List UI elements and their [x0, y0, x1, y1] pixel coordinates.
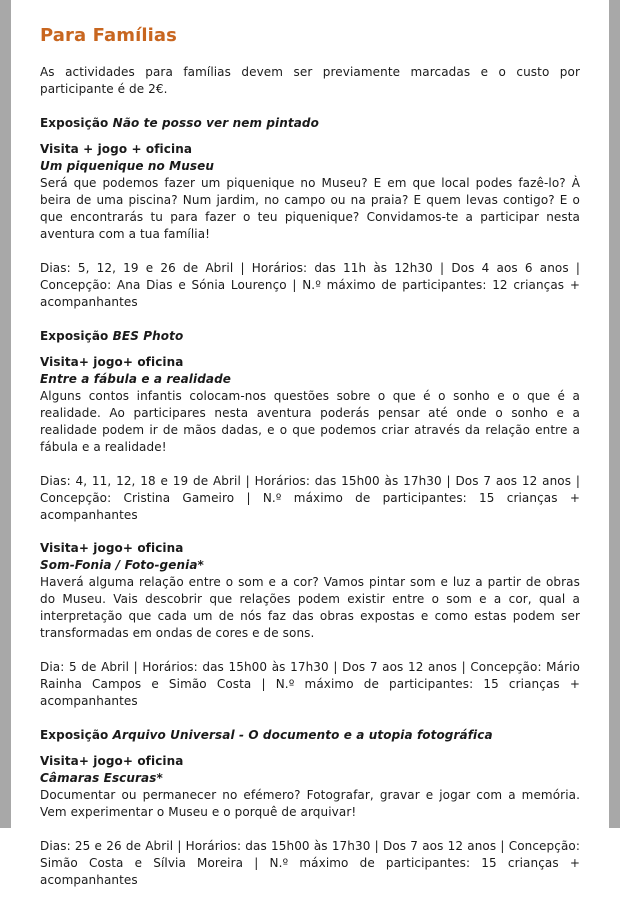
activity	[40, 354, 580, 524]
activity-kind: Visita+ jogo+ oficina	[40, 541, 184, 555]
exhibition-heading	[40, 727, 580, 744]
activity-description: Alguns contos infantis colocam-nos questões sobre o que é o sonho e o que é a realidade. Ao participares nesta aventura poderás pensar até onde o sonho e a realidade podem ir de mãos dadas, e o que podemos criar através da relação entre a fábula e a realidade!	[40, 389, 580, 454]
intro-text: As actividades para famílias devem ser previamente marcadas e o custo por participante é de 2€.	[40, 65, 580, 96]
activity-details: Dia: 5 de Abril | Horários: das 15h00 às 17h30 | Dos 7 aos 12 anos | Concepção: Mário Rainha Campos e Simão Costa | N.º máximo de participantes: 15 crianças + acompanhantes	[40, 660, 580, 708]
activity-kind: Visita+ jogo+ oficina	[40, 355, 184, 369]
document-body	[40, 24, 580, 906]
exhibition-section	[40, 115, 580, 311]
activity	[40, 753, 580, 889]
activity-title: Câmaras Escuras*	[40, 771, 163, 785]
exhibition-heading	[40, 328, 580, 345]
exhibition-prefix: Exposição	[40, 329, 109, 343]
activity-kind: Visita + jogo + oficina	[40, 142, 193, 156]
page-title: Para Famílias	[40, 25, 177, 46]
exhibition-heading	[40, 115, 580, 132]
activity-details: Dias: 25 e 26 de Abril | Horários: das 15h00 às 17h30 | Dos 7 aos 12 anos | Concepção: Simão Costa e Sílvia Moreira | N.º máximo de participantes: 15 crianças + acompanhantes	[40, 839, 580, 887]
exhibition-section	[40, 727, 580, 889]
activity-description: Será que podemos fazer um piquenique no Museu? E em que local podes fazê-lo? À beira de uma piscina? Num jardim, no campo ou na praia? E quem levas contigo? E o que encontrarás tu para fazer o teu piquenique? Convidamos-te a participar nesta aventura com a tua família!	[40, 176, 580, 241]
activity-title: Entre a fábula e a realidade	[40, 372, 232, 386]
activity-description: Documentar ou permanecer no efémero? Fotografar, gravar e jogar com a memória. Vem experimentar o Museu e o porquê de arquivar!	[40, 788, 580, 819]
exhibition-name: BES Photo	[112, 329, 184, 343]
exhibition-name: Não te posso ver nem pintado	[112, 116, 319, 130]
activity-kind: Visita+ jogo+ oficina	[40, 754, 184, 768]
activity	[40, 141, 580, 311]
activity-details: Dias: 5, 12, 19 e 26 de Abril | Horários: das 11h às 12h30 | Dos 4 aos 6 anos | Concepção: Ana Dias e Sónia Lourenço | N.º máximo de participantes: 12 crianças + acompanhantes	[40, 261, 580, 309]
exhibition-section	[40, 328, 580, 710]
exhibition-name: Arquivo Universal - O documento e a utopia fotográfica	[112, 728, 493, 742]
activity-title: Um piquenique no Museu	[40, 159, 214, 173]
activity-title: Som-Fonia / Foto-genia*	[40, 558, 204, 572]
exhibition-prefix: Exposição	[40, 728, 109, 742]
activity-details: Dias: 4, 11, 12, 18 e 19 de Abril | Horários: das 15h00 às 17h30 | Dos 7 aos 12 anos | Concepção: Cristina Gameiro | N.º máximo de participantes: 15 crianças + acompanhantes	[40, 474, 580, 522]
exhibition-prefix: Exposição	[40, 116, 109, 130]
activity-description: Haverá alguma relação entre o som e a cor? Vamos pintar som e luz a partir de obras do Museu. Vais descobrir que relações podem existir entre o som e a cor, qual a interpretação que cada um de nós faz das obras expostas e como estas podem ser transformadas em ondas de cores e de sons.	[40, 575, 580, 640]
activity	[40, 540, 580, 710]
